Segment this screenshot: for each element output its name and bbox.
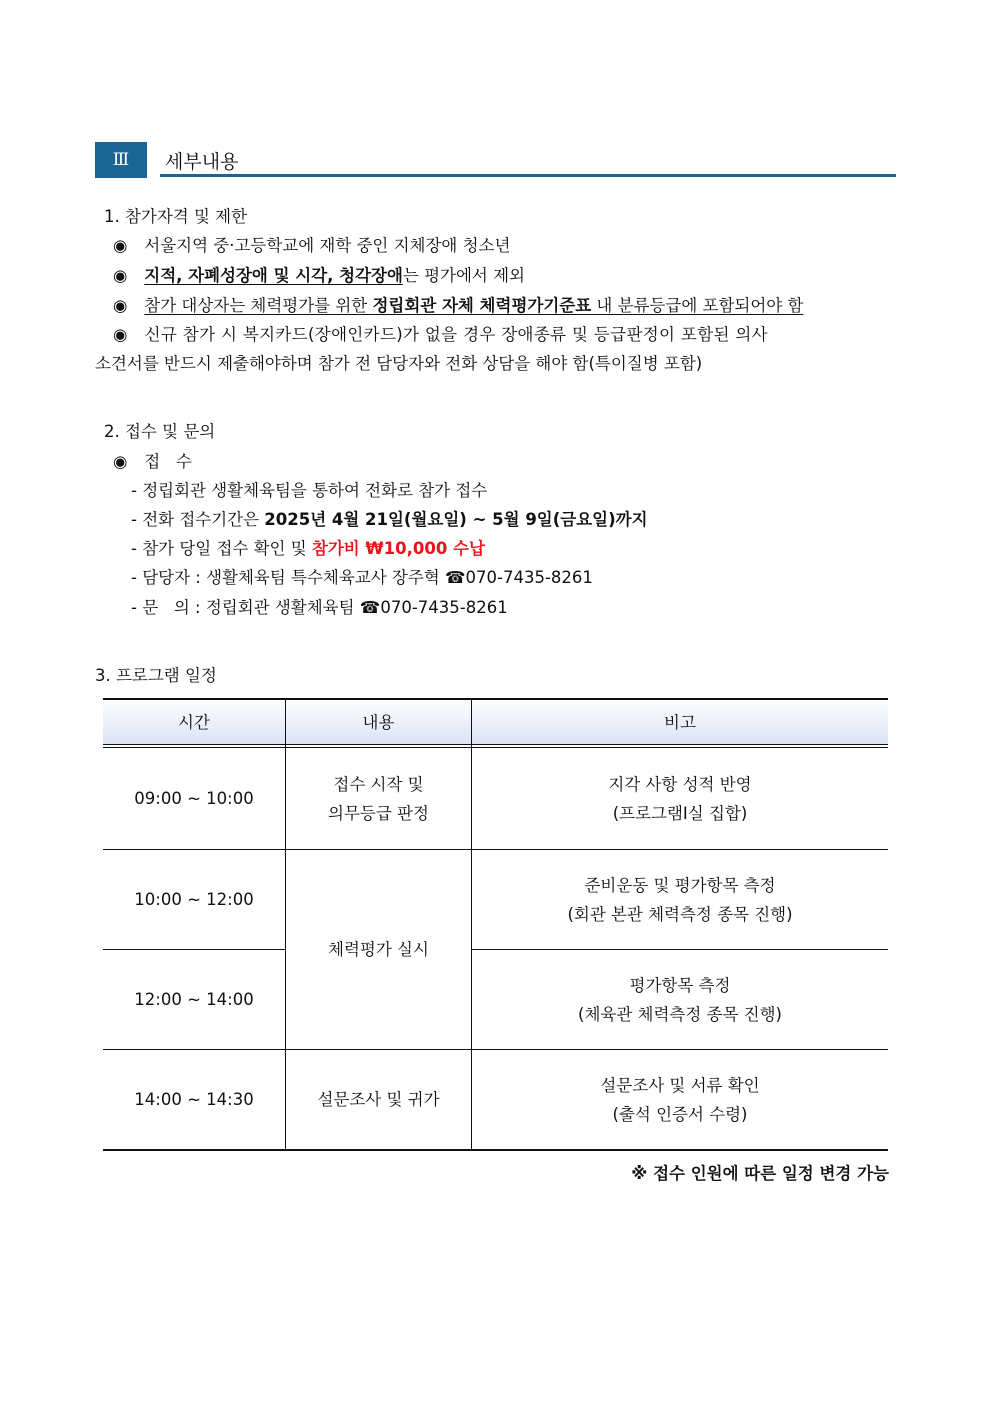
part2-line-1: - 정립회관 생활체육팀을 통하여 전화로 참가 접수 bbox=[131, 481, 488, 500]
section-number-badge: Ⅲ bbox=[95, 142, 147, 178]
part2-line-2-text: - 전화 접수기간은 bbox=[131, 510, 265, 529]
content-line: 체력평가 실시 bbox=[328, 940, 429, 959]
schedule-table bbox=[103, 698, 888, 1153]
part2-line-3-text: - 참가 당일 접수 확인 및 bbox=[131, 539, 312, 558]
note-line: 설문조사 및 서류 확인 bbox=[600, 1075, 760, 1095]
section-header bbox=[95, 142, 896, 180]
part2-line-3 bbox=[131, 538, 485, 560]
bullet-icon: ◉ bbox=[113, 325, 128, 344]
time-cell: 14:00 ~ 14:30 bbox=[134, 1090, 254, 1109]
content-cell-merged bbox=[286, 850, 471, 1049]
bullet-icon: ◉ bbox=[113, 296, 128, 315]
content-cell bbox=[286, 748, 471, 849]
part2-line-2 bbox=[131, 509, 648, 531]
time-cell: 09:00 ~ 10:00 bbox=[134, 789, 254, 808]
note-line: (프로그램Ⅰ실 집합) bbox=[612, 803, 748, 823]
note-cell bbox=[472, 748, 888, 849]
content-line: 설문조사 및 귀가 bbox=[317, 1090, 440, 1109]
participation-fee: 참가비 ₩10,000 수납 bbox=[311, 539, 485, 558]
part3-heading: 3. 프로그램 일정 bbox=[95, 666, 217, 685]
bullet-icon: ◉ bbox=[113, 452, 128, 471]
note-line: 준비운동 및 평가항목 측정 bbox=[584, 875, 776, 895]
part1-item-4-cont: 소견서를 반드시 제출해야하며 참가 전 담당자와 전화 상담을 해야 함(특이질병 포함) bbox=[95, 354, 703, 373]
part2-subheading bbox=[113, 451, 192, 473]
part1-item-2-emphasis: 지적, 자폐성장애 및 시각, 청각장애 bbox=[144, 266, 403, 285]
content-line: 의무등급 판정 bbox=[328, 803, 429, 823]
schedule-footnote: ※ 접수 인원에 따른 일정 변경 가능 bbox=[631, 1164, 889, 1183]
part2-heading: 2. 접수 및 문의 bbox=[104, 422, 216, 441]
note-line: 평가항목 측정 bbox=[629, 975, 731, 995]
bullet-icon: ◉ bbox=[113, 236, 128, 255]
registration-period: 2025년 4월 21일(월요일) ~ 5월 9일(금요일)까지 bbox=[264, 510, 648, 529]
note-line: (회관 본관 체력측정 종목 진행) bbox=[567, 904, 793, 924]
time-cell: 10:00 ~ 12:00 bbox=[134, 890, 254, 909]
section-title: 세부내용 bbox=[165, 151, 239, 173]
note-cell bbox=[472, 1050, 888, 1149]
note-line: 지각 사항 성적 반영 bbox=[608, 774, 752, 794]
time-cell: 12:00 ~ 14:00 bbox=[134, 990, 254, 1009]
part1-item-4 bbox=[113, 324, 896, 346]
part1-item-1-text: 서울지역 중·고등학교에 재학 중인 지체장애 청소년 bbox=[144, 236, 511, 255]
bullet-icon: ◉ bbox=[113, 266, 128, 285]
header-time: 시간 bbox=[178, 712, 210, 732]
part1-item-3 bbox=[113, 295, 803, 317]
note-cell bbox=[472, 850, 888, 949]
table-header-border-a bbox=[103, 744, 888, 745]
section-underline bbox=[160, 174, 896, 177]
part1-item-1 bbox=[113, 235, 510, 257]
part1-item-3-text-a: 참가 대상자는 체력평가를 위한 bbox=[144, 296, 373, 315]
part2-subheading-text: 접 수 bbox=[144, 452, 192, 471]
content-line: 접수 시작 및 bbox=[333, 774, 424, 794]
note-line: (출석 인증서 수령) bbox=[612, 1104, 748, 1124]
part1-item-4-text: 신규 참가 시 복지카드(장애인카드)가 없을 경우 장애종류 및 등급판정이 포함된 의사 bbox=[144, 325, 768, 344]
part1-item-3-text-b: 내 분류등급에 포함되어야 함 bbox=[591, 296, 804, 315]
content-cell bbox=[286, 1050, 471, 1149]
part2-line-4: - 담당자 : 생활체육팀 특수체육교사 장주혁 ☎070-7435-8261 bbox=[131, 568, 593, 587]
part1-item-3-emphasis: 정립회관 자체 체력평가기준표 bbox=[372, 296, 592, 315]
part1-item-2-text: 는 평가에서 제외 bbox=[402, 266, 525, 285]
part1-heading: 1. 참가자격 및 제한 bbox=[104, 207, 248, 226]
note-cell bbox=[472, 950, 888, 1049]
table-bottom-border bbox=[103, 1149, 888, 1151]
part2-line-5: - 문 의 : 정립회관 생활체육팀 ☎070-7435-8261 bbox=[131, 598, 508, 617]
header-notes: 비고 bbox=[664, 712, 696, 732]
header-content: 내용 bbox=[362, 712, 395, 732]
note-line: (체육관 체력측정 종목 진행) bbox=[578, 1004, 782, 1024]
part1-item-2 bbox=[113, 265, 525, 287]
